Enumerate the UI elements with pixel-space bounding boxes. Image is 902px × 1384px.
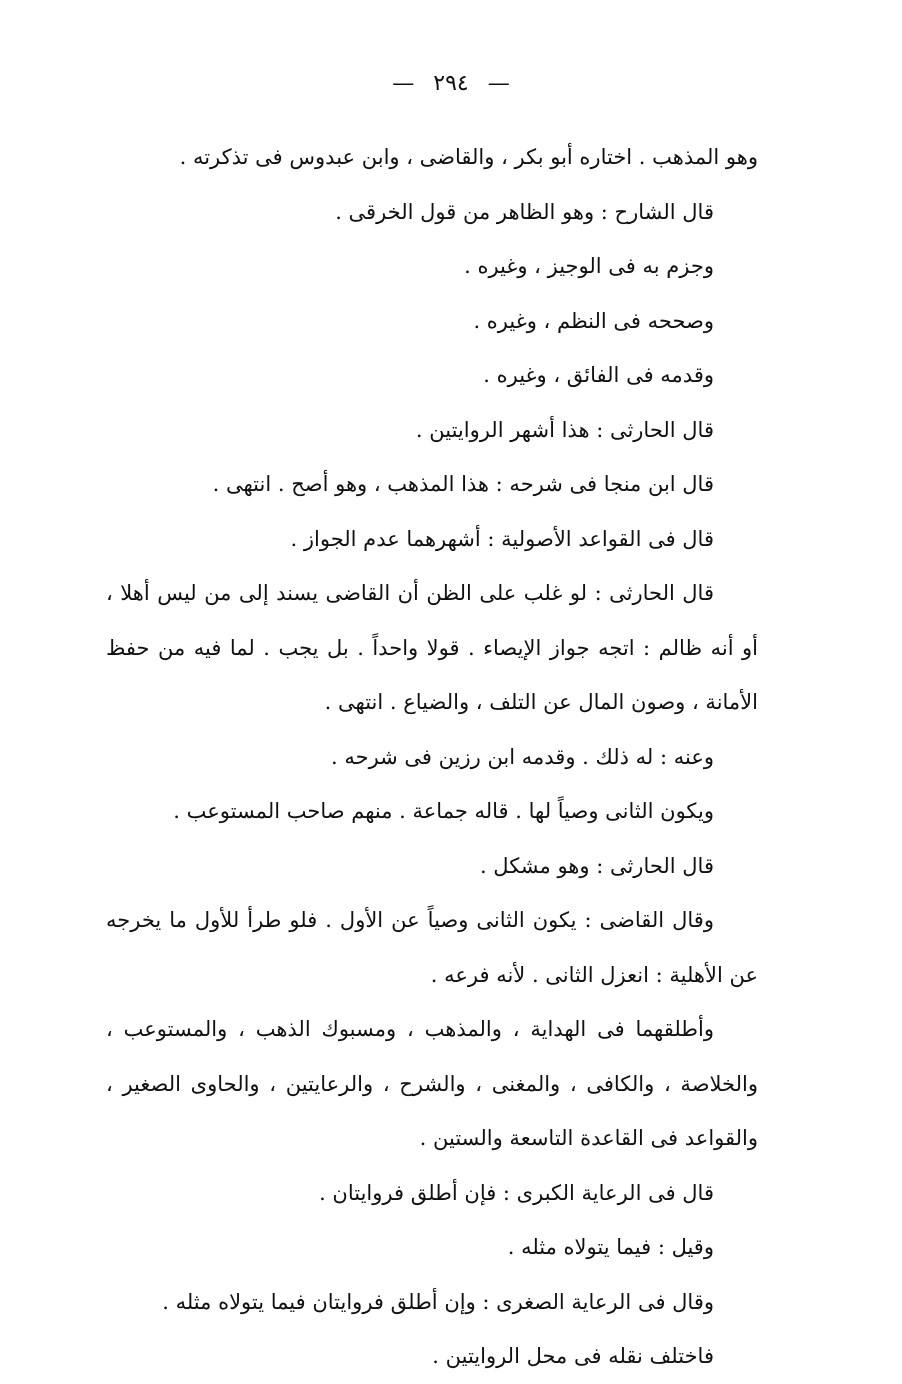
paragraph-10: وعنه : له ذلك . وقدمه ابن رزين فى شرحه .: [330, 744, 714, 769]
paragraph-12: قال الحارثى : وهو مشكل .: [479, 853, 714, 878]
paragraph-16: وقيل : فيما يتولاه مثله .: [507, 1235, 714, 1259]
paragraph-18: فاختلف نقله فى محل الروايتين .: [432, 1344, 714, 1368]
page-header: [0, 64, 902, 104]
paragraph-2: قال الشارح : وهو الظاهر من قول الخرقى .: [335, 199, 714, 224]
paragraph-7: قال ابن منجا فى شرحه : هذا المذهب ، وهو أصح . انتهى .: [212, 472, 714, 496]
paragraph-17: وقال فى الرعاية الصغرى : وإن أطلق فروايتان فيما يتولاه مثله .: [162, 1289, 714, 1314]
paragraph-15: قال فى الرعاية الكبرى : فإن أطلق فروايتان .: [319, 1180, 714, 1205]
paragraph-11: ويكون الثانى وصياً لها . قاله جماعة . منهم صاحب المستوعب .: [173, 799, 714, 823]
paragraph-8: قال فى القواعد الأصولية : أشهرهما عدم الجواز .: [290, 526, 714, 551]
paragraph-14: وأطلقهما فى الهداية ، والمذهب ، ومسبوك الذهب ، والمستوعب ، والخلاصة ، والكافى ، والمغنى ، والشرح ، والرعايتين ، والحاوى الصغير ، والقواعد فى القاعدة التاسعة والستين .: [106, 1017, 758, 1150]
header-dash-right: —: [392, 71, 415, 96]
header-dash-left: —: [487, 71, 510, 96]
paragraph-3: وجزم به فى الوجيز ، وغيره .: [464, 254, 714, 278]
paragraph-1: وهو المذهب . اختاره أبو بكر ، والقاضى ، وابن عبدوس فى تذكرته .: [179, 145, 758, 169]
page-number: ٢٩٤: [433, 71, 469, 96]
paragraph-6: قال الحارثى : هذا أشهر الروايتين .: [415, 417, 714, 442]
paragraph-4: وصححه فى النظم ، وغيره .: [473, 308, 714, 333]
page-text: [106, 130, 758, 1384]
paragraph-5: وقدمه فى الفائق ، وغيره .: [483, 363, 714, 387]
paragraph-9: قال الحارثى : لو غلب على الظن أن القاضى يسند إلى من ليس أهلا ، أو أنه ظالم : اتجه جواز الإيصاء . قولا واحداً . بل يجب . لما فيه من حفظ الأمانة ، وصون المال عن التلف ، والضياع . انتهى .: [106, 581, 758, 714]
paragraph-13: وقال القاضى : يكون الثانى وصياً عن الأول . فلو طرأ للأول ما يخرجه عن الأهلية : انعزل الثانى . لأنه فرعه .: [106, 908, 758, 987]
